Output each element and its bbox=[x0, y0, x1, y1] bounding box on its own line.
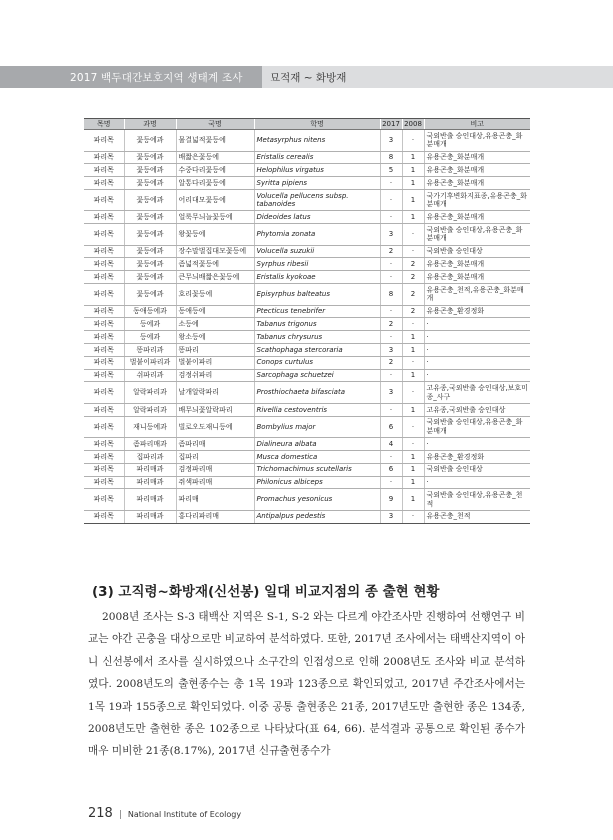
cell-korean-name: 벌붙이파리 bbox=[176, 356, 254, 369]
cell-scientific-name: Syritta pipiens bbox=[254, 177, 380, 190]
cell-order: 파리목 bbox=[84, 271, 124, 284]
cell-order: 파리목 bbox=[84, 151, 124, 164]
cell-remarks: · bbox=[424, 369, 530, 382]
cell-korean-name: 배짧은꽃등에 bbox=[176, 151, 254, 164]
cell-scientific-name: Sarcophaga schuetzei bbox=[254, 369, 380, 382]
cell-order: 파리목 bbox=[84, 369, 124, 382]
table-row bbox=[84, 245, 530, 258]
cell-family: 파리매과 bbox=[124, 476, 176, 489]
cell-family: 동애등에과 bbox=[124, 305, 176, 318]
table-row bbox=[84, 416, 530, 438]
cell-scientific-name: Volucella pellucens subsp. tabanoides bbox=[254, 189, 380, 211]
cell-count-2008: 1 bbox=[402, 343, 424, 356]
cell-korean-name: 큰무늬배짧은꽃등에 bbox=[176, 271, 254, 284]
cell-scientific-name: Conops curtulus bbox=[254, 356, 380, 369]
cell-scientific-name: Helophilus virgatus bbox=[254, 164, 380, 177]
cell-family: 쉬파리과 bbox=[124, 369, 176, 382]
cell-scientific-name: Volucella suzukii bbox=[254, 245, 380, 258]
cell-remarks: 유용곤충_화분매개 bbox=[424, 177, 530, 190]
cell-family: 파리매과 bbox=[124, 463, 176, 476]
cell-count-2008: 1 bbox=[402, 331, 424, 344]
cell-scientific-name: Dialineura albata bbox=[254, 438, 380, 451]
cell-count-2017: 5 bbox=[380, 164, 402, 177]
col-header-korean-name: 국명 bbox=[176, 119, 254, 130]
footer-organization: National Institute of Ecology bbox=[127, 810, 242, 819]
cell-remarks: 유용곤충_화분매개 bbox=[424, 258, 530, 271]
cell-family: 꽃등에과 bbox=[124, 258, 176, 271]
cell-scientific-name: Dideoides latus bbox=[254, 211, 380, 224]
table-row bbox=[84, 211, 530, 224]
cell-count-2008: 2 bbox=[402, 305, 424, 318]
cell-family: 파리매과 bbox=[124, 510, 176, 523]
cell-count-2017: · bbox=[380, 369, 402, 382]
cell-order: 파리목 bbox=[84, 331, 124, 344]
cell-count-2017: 2 bbox=[380, 318, 402, 331]
cell-korean-name: 검정파리매 bbox=[176, 463, 254, 476]
cell-count-2017: 8 bbox=[380, 151, 402, 164]
table-row bbox=[84, 164, 530, 177]
cell-family: 꽃등에과 bbox=[124, 224, 176, 246]
cell-scientific-name: Bombylius major bbox=[254, 416, 380, 438]
cell-korean-name: 집파리 bbox=[176, 450, 254, 463]
table-row bbox=[84, 258, 530, 271]
footer-separator: | bbox=[118, 810, 122, 820]
cell-family: 집파리과 bbox=[124, 450, 176, 463]
cell-korean-name: 왕소등에 bbox=[176, 331, 254, 344]
cell-remarks: · bbox=[424, 438, 530, 451]
cell-remarks: 국가기후변화지표종,유용곤충_화분매개 bbox=[424, 189, 530, 211]
cell-remarks: 국외반출 승인대상 bbox=[424, 463, 530, 476]
cell-family: 꽃등에과 bbox=[124, 164, 176, 177]
cell-count-2017: · bbox=[380, 331, 402, 344]
cell-count-2008: 1 bbox=[402, 476, 424, 489]
cell-order: 파리목 bbox=[84, 305, 124, 318]
cell-count-2017: 3 bbox=[380, 130, 402, 152]
cell-count-2008: · bbox=[402, 438, 424, 451]
cell-korean-name: 쥐색파리매 bbox=[176, 476, 254, 489]
col-header-remarks: 비고 bbox=[424, 119, 530, 130]
cell-order: 파리목 bbox=[84, 343, 124, 356]
cell-scientific-name: Metasyrphus nitens bbox=[254, 130, 380, 152]
table-row bbox=[84, 450, 530, 463]
table-row bbox=[84, 305, 530, 318]
table-row bbox=[84, 382, 530, 404]
cell-family: 알락파리과 bbox=[124, 382, 176, 404]
cell-family: 좀파리매과 bbox=[124, 438, 176, 451]
cell-korean-name: 똥파리 bbox=[176, 343, 254, 356]
cell-order: 파리목 bbox=[84, 489, 124, 511]
cell-order: 파리목 bbox=[84, 510, 124, 523]
table-row bbox=[84, 151, 530, 164]
cell-family: 꽃등에과 bbox=[124, 130, 176, 152]
cell-count-2008: · bbox=[402, 130, 424, 152]
table-row bbox=[84, 463, 530, 476]
table-row bbox=[84, 343, 530, 356]
cell-count-2008: · bbox=[402, 510, 424, 523]
cell-count-2008: 1 bbox=[402, 450, 424, 463]
col-header-2008: 2008 bbox=[402, 119, 424, 130]
cell-count-2017: · bbox=[380, 258, 402, 271]
cell-korean-name: 얼룩무늬늘꽃등에 bbox=[176, 211, 254, 224]
section-heading: (3) 고직령~화방재(신선봉) 일대 비교지점의 종 출현 현황 bbox=[92, 584, 440, 600]
table-row bbox=[84, 476, 530, 489]
cell-korean-name: 어리대모꽃등에 bbox=[176, 189, 254, 211]
cell-korean-name: 왕꽃등에 bbox=[176, 224, 254, 246]
cell-scientific-name: Episyrphus balteatus bbox=[254, 284, 380, 306]
cell-order: 파리목 bbox=[84, 245, 124, 258]
cell-korean-name: 좀파리매 bbox=[176, 438, 254, 451]
cell-order: 파리목 bbox=[84, 382, 124, 404]
cell-korean-name: 장수말벌집대모꽃등에 bbox=[176, 245, 254, 258]
cell-scientific-name: Musca domestica bbox=[254, 450, 380, 463]
cell-count-2017: 2 bbox=[380, 356, 402, 369]
cell-family: 꽃등에과 bbox=[124, 245, 176, 258]
cell-count-2008: 1 bbox=[402, 369, 424, 382]
table-row bbox=[84, 510, 530, 523]
col-header-scientific-name: 학명 bbox=[254, 119, 380, 130]
cell-count-2017: 6 bbox=[380, 463, 402, 476]
cell-count-2008: 1 bbox=[402, 211, 424, 224]
cell-korean-name: 물결넓적꽃등에 bbox=[176, 130, 254, 152]
cell-count-2017: 9 bbox=[380, 489, 402, 511]
cell-family: 벌붙이파리과 bbox=[124, 356, 176, 369]
cell-family: 꽃등에과 bbox=[124, 189, 176, 211]
cell-korean-name: 동애등에 bbox=[176, 305, 254, 318]
cell-korean-name: 호리꽃등에 bbox=[176, 284, 254, 306]
cell-count-2008: 1 bbox=[402, 403, 424, 416]
cell-remarks: · bbox=[424, 356, 530, 369]
cell-family: 꽃등에과 bbox=[124, 271, 176, 284]
cell-scientific-name: Eristalis kyokoae bbox=[254, 271, 380, 284]
cell-korean-name: 검정쉬파리 bbox=[176, 369, 254, 382]
cell-remarks: · bbox=[424, 343, 530, 356]
cell-order: 파리목 bbox=[84, 403, 124, 416]
cell-count-2017: · bbox=[380, 305, 402, 318]
cell-remarks: 유용곤충_화분매개 bbox=[424, 211, 530, 224]
cell-korean-name: 알통다리꽃등에 bbox=[176, 177, 254, 190]
cell-family: 알락파리과 bbox=[124, 403, 176, 416]
table-row bbox=[84, 189, 530, 211]
cell-count-2008: 1 bbox=[402, 189, 424, 211]
table-row bbox=[84, 438, 530, 451]
cell-order: 파리목 bbox=[84, 450, 124, 463]
cell-remarks: 유용곤충_화분매개 bbox=[424, 164, 530, 177]
cell-scientific-name: Tabanus trigonus bbox=[254, 318, 380, 331]
cell-count-2017: 3 bbox=[380, 343, 402, 356]
cell-remarks: 유용곤충_환경정화 bbox=[424, 305, 530, 318]
cell-scientific-name: Philonicus albiceps bbox=[254, 476, 380, 489]
cell-count-2008: · bbox=[402, 416, 424, 438]
cell-remarks: 국외반출 승인대상,유용곤충_화분매개 bbox=[424, 224, 530, 246]
cell-count-2017: 2 bbox=[380, 245, 402, 258]
cell-count-2017: · bbox=[380, 403, 402, 416]
cell-scientific-name: Tabanus chrysurus bbox=[254, 331, 380, 344]
running-header-section-bar bbox=[262, 66, 613, 88]
cell-scientific-name: Phytomia zonata bbox=[254, 224, 380, 246]
cell-remarks: 유용곤충_화분매개 bbox=[424, 151, 530, 164]
cell-order: 파리목 bbox=[84, 284, 124, 306]
col-header-family: 과명 bbox=[124, 119, 176, 130]
cell-count-2008: · bbox=[402, 318, 424, 331]
cell-scientific-name: Scathophaga stercoraria bbox=[254, 343, 380, 356]
cell-korean-name: 날개알락파리 bbox=[176, 382, 254, 404]
running-header-title-bar bbox=[0, 66, 262, 88]
cell-family: 꽃등에과 bbox=[124, 211, 176, 224]
cell-order: 파리목 bbox=[84, 211, 124, 224]
cell-count-2017: · bbox=[380, 189, 402, 211]
cell-remarks: 유용곤충_천적 bbox=[424, 510, 530, 523]
cell-family: 등에과 bbox=[124, 331, 176, 344]
cell-count-2017: · bbox=[380, 271, 402, 284]
table-row bbox=[84, 224, 530, 246]
cell-remarks: 고유종,국외반출 승인대상,보호미종_사구 bbox=[424, 382, 530, 404]
cell-scientific-name: Antipalpus pedestis bbox=[254, 510, 380, 523]
cell-family: 꽃등에과 bbox=[124, 151, 176, 164]
cell-scientific-name: Eristalis cerealis bbox=[254, 151, 380, 164]
cell-korean-name: 빌로오도재니등에 bbox=[176, 416, 254, 438]
cell-order: 파리목 bbox=[84, 130, 124, 152]
cell-count-2017: · bbox=[380, 177, 402, 190]
cell-family: 등에과 bbox=[124, 318, 176, 331]
cell-remarks: 국외반출 승인대상 bbox=[424, 245, 530, 258]
cell-family: 재니등에과 bbox=[124, 416, 176, 438]
cell-order: 파리목 bbox=[84, 224, 124, 246]
cell-remarks: 국외반출 승인대상,유용곤충_화분매개 bbox=[424, 130, 530, 152]
table-row bbox=[84, 130, 530, 152]
cell-order: 파리목 bbox=[84, 164, 124, 177]
cell-order: 파리목 bbox=[84, 463, 124, 476]
cell-count-2017: 8 bbox=[380, 284, 402, 306]
cell-remarks: 유용곤충_화분매개 bbox=[424, 271, 530, 284]
cell-count-2008: · bbox=[402, 245, 424, 258]
cell-remarks: 유용곤충_환경정화 bbox=[424, 450, 530, 463]
cell-remarks: · bbox=[424, 476, 530, 489]
page-footer bbox=[88, 802, 241, 821]
col-header-order: 목명 bbox=[84, 119, 124, 130]
cell-scientific-name: Ptecticus tenebrifer bbox=[254, 305, 380, 318]
cell-count-2017: · bbox=[380, 450, 402, 463]
cell-count-2017: 3 bbox=[380, 510, 402, 523]
table-row bbox=[84, 489, 530, 511]
cell-family: 똥파리과 bbox=[124, 343, 176, 356]
cell-scientific-name: Promachus yesonicus bbox=[254, 489, 380, 511]
cell-count-2008: 1 bbox=[402, 151, 424, 164]
cell-count-2017: 4 bbox=[380, 438, 402, 451]
cell-korean-name: 홍다리파리매 bbox=[176, 510, 254, 523]
running-header-section: 묘적재 ~ 화방재 bbox=[270, 72, 347, 84]
cell-count-2017: 6 bbox=[380, 416, 402, 438]
cell-family: 파리매과 bbox=[124, 489, 176, 511]
table-row bbox=[84, 177, 530, 190]
cell-count-2017: 3 bbox=[380, 382, 402, 404]
cell-remarks: · bbox=[424, 318, 530, 331]
cell-remarks: 고유종,국외반출 승인대상 bbox=[424, 403, 530, 416]
table-row bbox=[84, 284, 530, 306]
cell-remarks: · bbox=[424, 331, 530, 344]
cell-count-2008: 1 bbox=[402, 489, 424, 511]
cell-count-2008: 1 bbox=[402, 463, 424, 476]
species-table bbox=[84, 118, 530, 524]
cell-count-2017: 3 bbox=[380, 224, 402, 246]
cell-remarks: 국외반출 승인대상,유용곤충_화분매개 bbox=[424, 416, 530, 438]
cell-scientific-name: Trichomachimus scutellaris bbox=[254, 463, 380, 476]
cell-count-2008: 2 bbox=[402, 258, 424, 271]
table-row bbox=[84, 318, 530, 331]
cell-count-2008: 2 bbox=[402, 271, 424, 284]
table-row bbox=[84, 271, 530, 284]
cell-order: 파리목 bbox=[84, 356, 124, 369]
cell-count-2008: · bbox=[402, 382, 424, 404]
cell-family: 꽃등에과 bbox=[124, 177, 176, 190]
table-row bbox=[84, 403, 530, 416]
cell-korean-name: 배무늬꽃알락파리 bbox=[176, 403, 254, 416]
cell-order: 파리목 bbox=[84, 258, 124, 271]
cell-order: 파리목 bbox=[84, 416, 124, 438]
cell-count-2008: 1 bbox=[402, 177, 424, 190]
running-header-title: 2017 백두대간보호지역 생태계 조사 bbox=[70, 72, 243, 84]
cell-korean-name: 좀넓적꽃등에 bbox=[176, 258, 254, 271]
table-row bbox=[84, 369, 530, 382]
cell-scientific-name: Rivellia cestoventris bbox=[254, 403, 380, 416]
table-row bbox=[84, 331, 530, 344]
cell-order: 파리목 bbox=[84, 318, 124, 331]
cell-count-2008: · bbox=[402, 356, 424, 369]
cell-count-2008: 2 bbox=[402, 284, 424, 306]
col-header-2017: 2017 bbox=[380, 119, 402, 130]
page-number: 218 bbox=[88, 806, 113, 821]
cell-korean-name: 소등에 bbox=[176, 318, 254, 331]
cell-scientific-name: Syrphus ribesii bbox=[254, 258, 380, 271]
cell-count-2017: · bbox=[380, 211, 402, 224]
cell-order: 파리목 bbox=[84, 476, 124, 489]
cell-remarks: 유용곤충_천적,유용곤충_화분매개 bbox=[424, 284, 530, 306]
cell-scientific-name: Prosthiochaeta bifasciata bbox=[254, 382, 380, 404]
body-paragraph: 2008년 조사는 S-3 태백산 지역은 S-1, S-2 와는 다르게 야간조사만 진행하여 선행연구 비교는 야간 곤충을 대상으로만 비교하여 분석하였다. 또한, 2017년 조사에서는 태백산지역이 아니 신선봉에서 조사를 실시하였으나 소구간의 인접성으로 인해 2008년도 조사와 비교 분석하였다. 2008년도의 출현종수는 총 1목 19과 123종으로 확인되었고, 2017년 주간조사에서는 1목 19과 155종으로 확인되었다. 이중 공통 출현종은 21종, 2017년도만 출현한 종은 134종, 2008년도만 출현한 종은 102종으로 나타났다(표 64, 66). 분석결과 공통으로 확인된 종수가 매우 미비한 21종(8.17%), 2017년 신규출현종수가 bbox=[88, 611, 525, 758]
table-header-row bbox=[84, 119, 530, 130]
cell-count-2008: 1 bbox=[402, 164, 424, 177]
cell-family: 꽃등에과 bbox=[124, 284, 176, 306]
cell-count-2017: · bbox=[380, 476, 402, 489]
cell-order: 파리목 bbox=[84, 189, 124, 211]
cell-order: 파리목 bbox=[84, 177, 124, 190]
cell-korean-name: 수중다리꽃등에 bbox=[176, 164, 254, 177]
cell-count-2008: · bbox=[402, 224, 424, 246]
table-row bbox=[84, 356, 530, 369]
cell-korean-name: 파리매 bbox=[176, 489, 254, 511]
cell-order: 파리목 bbox=[84, 438, 124, 451]
cell-remarks: 국외반출 승인대상,유용곤충_천적 bbox=[424, 489, 530, 511]
